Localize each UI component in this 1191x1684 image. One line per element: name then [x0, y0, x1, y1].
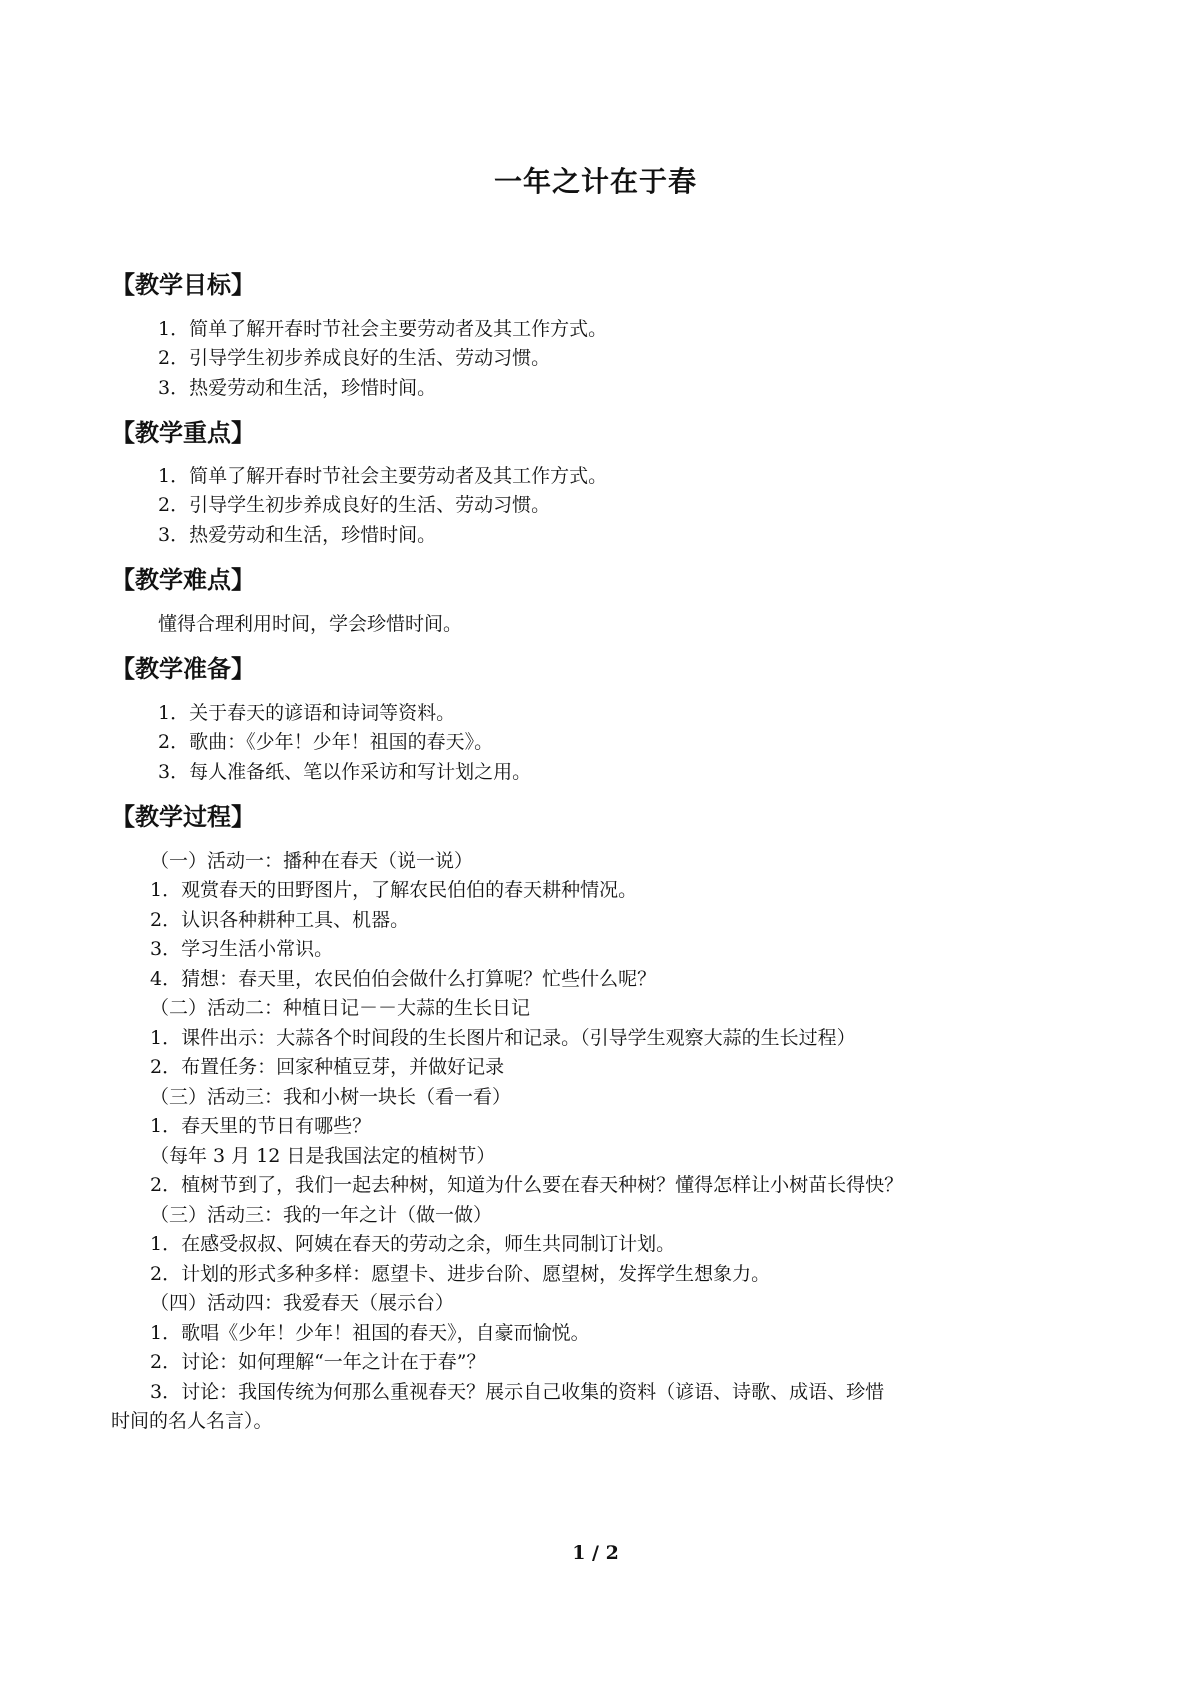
process-line: 2．讨论：如何理解“一年之计在于春”？ [150, 1351, 486, 1373]
process-line: 1．歌唱《少年！少年！祖国的春天》，自豪而愉悦。 [150, 1322, 590, 1344]
process-line: 2．布置任务：回家种植豆芽，并做好记录 [150, 1056, 505, 1078]
process-line: 时间的名人名言）。 [111, 1410, 273, 1432]
preparation-item: 3．每人准备纸、笔以作采访和写计划之用。 [158, 761, 532, 783]
process-line: （四）活动四：我爱春天（展示台） [150, 1292, 455, 1314]
section-heading-goals: 【教学目标】 [111, 271, 255, 299]
process-line: （三）活动三：我和小树一块长（看一看） [150, 1086, 512, 1108]
key-point-item: 2．引导学生初步养成良好的生活、劳动习惯。 [158, 494, 551, 516]
key-point-item: 3．热爱劳动和生活，珍惜时间。 [158, 524, 437, 546]
process-line: 2．认识各种耕种工具、机器。 [150, 909, 410, 931]
process-line: 1．春天里的节日有哪些？ [150, 1115, 372, 1137]
section-heading-key-points: 【教学重点】 [111, 419, 255, 447]
section-heading-process: 【教学过程】 [111, 803, 255, 831]
page-number: 1 / 2 [572, 1542, 619, 1564]
goal-item: 1．简单了解开春时节社会主要劳动者及其工作方式。 [158, 318, 608, 340]
process-line: （二）活动二：种植日记－－大蒜的生长日记 [150, 997, 531, 1019]
process-line: （一）活动一：播种在春天（说一说） [150, 850, 474, 872]
process-line: 4．猜想：春天里，农民伯伯会做什么打算呢？忙些什么呢？ [150, 968, 657, 990]
key-point-item: 1．简单了解开春时节社会主要劳动者及其工作方式。 [158, 465, 608, 487]
preparation-item: 2．歌曲：《少年！少年！祖国的春天》。 [158, 731, 494, 753]
document-title: 一年之计在于春 [493, 165, 697, 198]
preparation-item: 1．关于春天的谚语和诗词等资料。 [158, 702, 456, 724]
process-line: 1．在感受叔叔、阿姨在春天的劳动之余，师生共同制订计划。 [150, 1233, 676, 1255]
goal-item: 3．热爱劳动和生活，珍惜时间。 [158, 377, 437, 399]
process-line: （每年 3 月 12 日是我国法定的植树节） [150, 1145, 496, 1167]
process-line: 3．讨论：我国传统为何那么重视春天？展示自己收集的资料（谚语、诗歌、成语、珍惜 [150, 1381, 885, 1403]
process-line: 1．观赏春天的田野图片，了解农民伯伯的春天耕种情况。 [150, 879, 638, 901]
process-line: 2．植树节到了，我们一起去种树，知道为什么要在春天种树？懂得怎样让小树苗长得快？ [150, 1174, 904, 1196]
section-heading-difficulties: 【教学难点】 [111, 566, 255, 594]
goal-item: 2．引导学生初步养成良好的生活、劳动习惯。 [158, 347, 551, 369]
process-line: 1．课件出示：大蒜各个时间段的生长图片和记录。（引导学生观察大蒜的生长过程） [150, 1027, 856, 1049]
process-line: 3．学习生活小常识。 [150, 938, 334, 960]
section-heading-preparation: 【教学准备】 [111, 655, 255, 683]
difficulty-text: 懂得合理利用时间，学会珍惜时间。 [158, 613, 463, 635]
process-line: （三）活动三：我的一年之计（做一做） [150, 1204, 493, 1226]
process-line: 2．计划的形式多种多样：愿望卡、进步台阶、愿望树，发挥学生想象力。 [150, 1263, 771, 1285]
